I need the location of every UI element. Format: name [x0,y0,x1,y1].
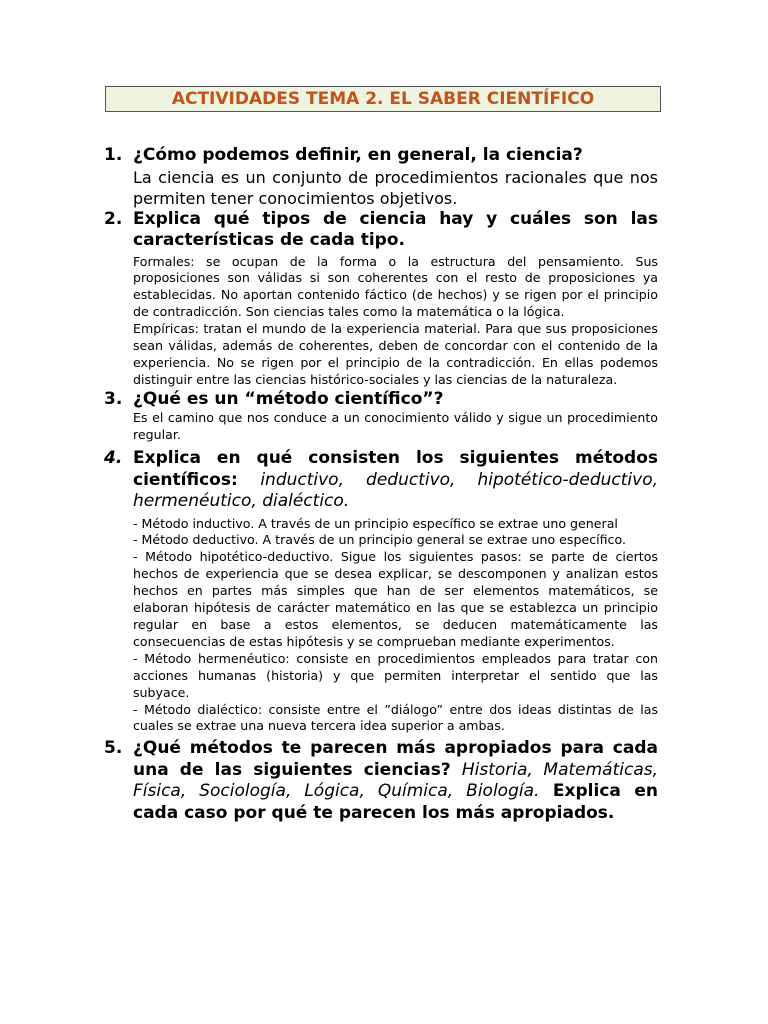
question-text-end: Explica en cada caso por qué te parecen los más apropiados. [133,781,658,823]
page-title: ACTIVIDADES TEMA 2. EL SABER CIENTÍFICO [171,89,595,109]
answer-paragraph: - Método hermenéutico: consiste en procedimientos empleados para tratar con acciones humanas (historia) y que permiten interpretar el sentido que las subyace. [133,650,658,700]
answer-paragraph: Empíricas: tratan el mundo de la experiencia material. Para que sus proposiciones sean válidas, además de coherentes, deben de concordar con el contenido de la experiencia. No se rigen por el principio de la contradicción. En ellas podemos distinguir entre las ciencias histórico-sociales y las ciencias de la naturaleza. [133,321,658,387]
title-box [105,86,661,112]
question-text: ¿Cómo podemos definir, en general, la ciencia? [133,145,583,165]
question-number: 4. [104,448,123,469]
question-item-3 [104,389,658,444]
question-number: 5. [104,738,123,759]
question-text-italic: inductivo, deductivo, hipotético-deductivo, hermenéutico, dialéctico [133,469,658,512]
question-item-1 [104,145,658,209]
question-item-2 [104,209,658,389]
answer-paragraph: - Método inductivo. A través de un principio específico se extrae uno general [133,515,618,531]
answer-paragraph: Formales: se ocupan de la forma o la estructura del pensamiento. Sus proposiciones son válidas si son coherentes con el resto de proposiciones ya establecidas. No aportan contenido fáctico (de hechos) y se rigen por el principio de contradicción. Son ciencias tales como la matemática o la lógica. [133,253,658,320]
question-text [133,738,658,824]
answer-paragraph: - Método deductivo. A través de un principio general se extrae uno específico. [133,532,626,548]
answer-text: Es el camino que nos conduce a un conocimiento válido y sigue un procedimiento regular. [133,410,658,443]
question-number: 1. [104,145,123,165]
answer-text: La ciencia es un conjunto de procedimientos racionales que nos permiten tener conocimientos objetivos. [133,167,658,208]
question-text: Explica qué tipos de ciencia hay y cuáles son las características de cada tipo. [133,208,658,250]
activities-list [104,145,658,824]
question-text-bold: Explica en qué consisten los siguientes métodos científicos: [133,448,658,490]
question-text: ¿Qué es un “método científico”? [133,388,444,409]
question-text-italic: Historia, Matemáticas, Física, Sociología, Lógica, Química, Biología. [133,759,659,802]
answer-paragraph: - Método dialéctico: consiste entre el ”diálogo” entre dos ideas distintas de las cuales se extrae una nueva tercera idea superior a ambas. [133,701,658,734]
question-number: 3. [104,388,123,409]
question-item-4 [104,448,658,735]
question-item-5 [104,738,658,824]
question-text-bold: ¿Qué métodos te parecen más apropiados para cada una de las siguientes ciencias? [133,738,658,780]
question-text-end: . [343,491,350,512]
question-number: 2. [104,208,123,229]
answer-paragraph: - Método hipotético-deductivo. Sigue los siguientes pasos: se parte de ciertos hechos de experiencia que se desea explicar, se descomponen y analizan estos hechos en partes más simples que han de ser elementos matemáticos, se elaboran hipótesis de carácter matemático en las que se establezca un principio regular en base a estos elementos, se deducen matemáticamente las consecuencias de estas hipótesis y se comprueban mediante experimentos. [133,549,658,649]
question-text [133,448,658,513]
